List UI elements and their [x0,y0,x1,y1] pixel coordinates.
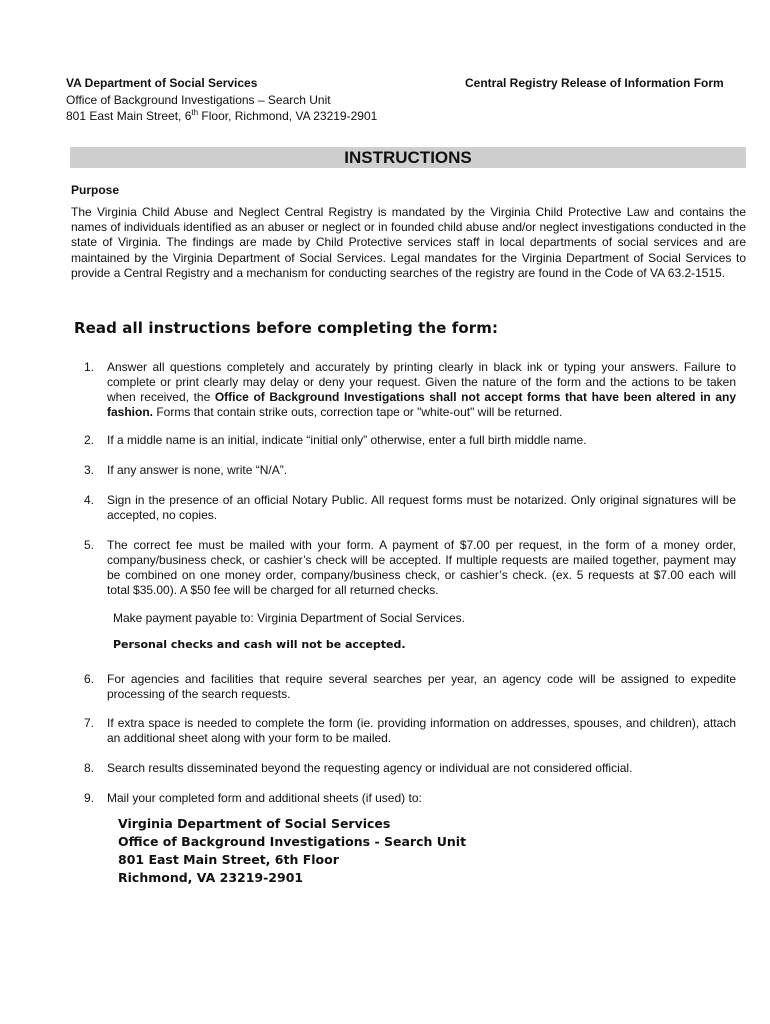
mailing-address-line: Office of Background Investigations - Search Unit [118,834,467,849]
mailing-address-line: Richmond, VA 23219-2901 [118,870,304,885]
item-text: Sign in the presence of an official Notary Public. All request forms must be notarized. Only original signatures will be accepted, no copies. [107,493,736,522]
item-number: 2. [84,433,95,447]
item-text: If a middle name is an initial, indicate “initial only” otherwise, enter a full birth middle name. [107,433,587,447]
address-ordinal: th [191,108,199,117]
address-city: Floor, Richmond, VA 23219-2901 [198,109,378,123]
mailing-address-line: 801 East Main Street, 6th Floor [118,852,339,867]
item-number: 5. [84,538,95,552]
mailing-address-line: Virginia Department of Social Services [118,816,391,831]
item-text: If extra space is needed to complete the form (ie. providing information on addresses, spouses, and children), attach an additional sheet along with your form to be mailed. [107,716,736,745]
item-text: For agencies and facilities that require several searches per year, an agency code will be assigned to expedite processing of the search requests. [107,672,736,701]
instruction-item-4 [84,493,736,523]
item-text: The correct fee must be mailed with your form. A payment of $7.00 per request, in the form of a money order, company/business check, or cashier’s check will be accepted. If multiple requests are mailed together, payment may be combined on one money order, company/business check, or cashier’s check. (ex. 5 requests at $7.00 each will total $35.00). A $50 fee will be charged for all returned checks. [107,538,736,597]
payment-note: Make payment payable to: Virginia Department of Social Services. [113,611,465,625]
instruction-item-7 [84,716,736,746]
item-number: 9. [84,791,95,805]
no-cash-note: Personal checks and cash will not be accepted. [113,638,406,651]
instruction-item-2 [84,433,736,448]
header-address-block [66,75,377,125]
item-number: 1. [84,360,95,374]
item-text: If any answer is none, write “N/A”. [107,463,288,477]
instruction-item-1 [84,360,736,420]
instructions-title: INSTRUCTIONS [70,147,746,168]
agency-name: VA Department of Social Services [66,76,258,90]
office-name: Office of Background Investigations – Search Unit [66,92,331,107]
item-bold-text: Office of Background Investigations shall not accept forms that have been altered in any fashion. [107,390,736,419]
form-title: Central Registry Release of Information Form [465,76,724,90]
instruction-item-9 [84,791,736,806]
office-address [66,108,377,125]
instruction-item-5 [84,538,736,598]
purpose-text: The Virginia Child Abuse and Neglect Central Registry is mandated by the Virginia Child Protective Law and contains the names of individuals identified as an abuser or neglect or in founded child abuse and/or neglect investigations conducted in the state of Virginia. The findings are made by Child Protective services staff in local departments of social services and are maintained by the Virginia Department of Social Services. Legal mandates for the Virginia Department of Social Services to provide a Central Registry and a mechanism for conducting searches of the registry are found in the Code of VA 63.2-1515. [71,205,746,280]
mailing-address [118,815,466,887]
address-street: 801 East Main Street, 6 [66,109,192,123]
item-number: 8. [84,761,95,775]
instruction-item-8 [84,761,736,776]
item-number: 6. [84,672,95,686]
item-number: 7. [84,716,95,730]
instruction-item-3 [84,463,736,478]
item-number: 4. [84,493,95,507]
item-text: Mail your completed form and additional sheets (if used) to: [107,791,422,805]
item-text: Search results disseminated beyond the requesting agency or individual are not considered official. [107,761,633,775]
instruction-item-6 [84,672,736,702]
purpose-heading: Purpose [71,183,120,197]
item-number: 3. [84,463,95,477]
read-instructions-heading: Read all instructions before completing the form: [74,319,499,337]
item-text: Answer all questions completely and accurately by printing clearly in black ink or typing your answers. Failure to complete or print clearly may delay or deny your request. Given the nature of the form and the actions to be taken when received, the Office of Background Investigations shall not accept forms that have been altered in any fashion. Forms that contain strike outs, correction tape or "white-out" will be returned. [107,360,736,419]
